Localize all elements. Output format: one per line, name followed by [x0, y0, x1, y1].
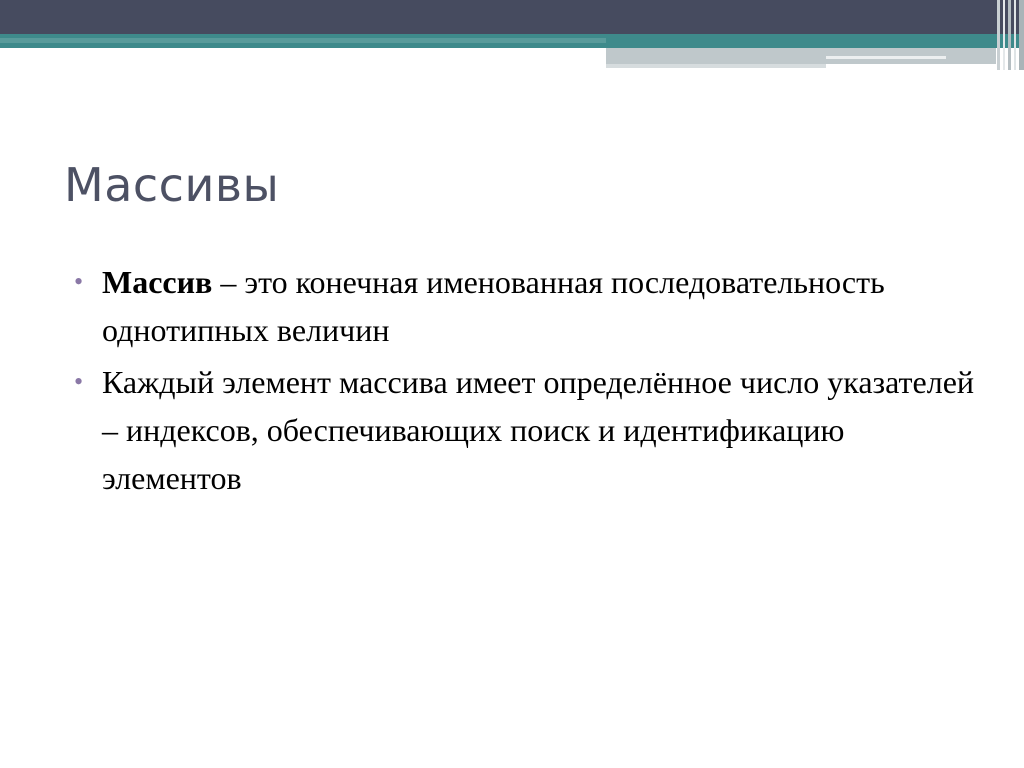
bullet-icon: •	[74, 367, 84, 396]
bullet-item	[74, 358, 974, 502]
bullet-term: Массив	[102, 264, 213, 300]
bullet-text: Каждый элемент массива имеет определённое число указателей – индексов, обеспечивающих поиск и идентификацию элементов	[102, 364, 975, 496]
header-band-gray-thin	[606, 64, 826, 68]
vertical-stripe	[1003, 0, 1005, 70]
slide-title: Массивы	[64, 158, 280, 212]
vertical-stripe	[1019, 0, 1024, 70]
bullet-text: – это конечная именованная последовательность однотипных величин	[102, 264, 885, 348]
bullet-icon: •	[74, 267, 84, 296]
header-vertical-stripes	[994, 0, 1024, 70]
bullet-list	[74, 258, 974, 506]
header-band-white-line	[826, 56, 946, 59]
bullet-item	[74, 258, 974, 354]
header-band-teal-highlight	[0, 38, 606, 43]
header-band-dark	[0, 0, 1024, 34]
vertical-stripe	[1014, 0, 1016, 70]
vertical-stripe	[997, 0, 1000, 70]
vertical-stripe	[1008, 0, 1012, 70]
